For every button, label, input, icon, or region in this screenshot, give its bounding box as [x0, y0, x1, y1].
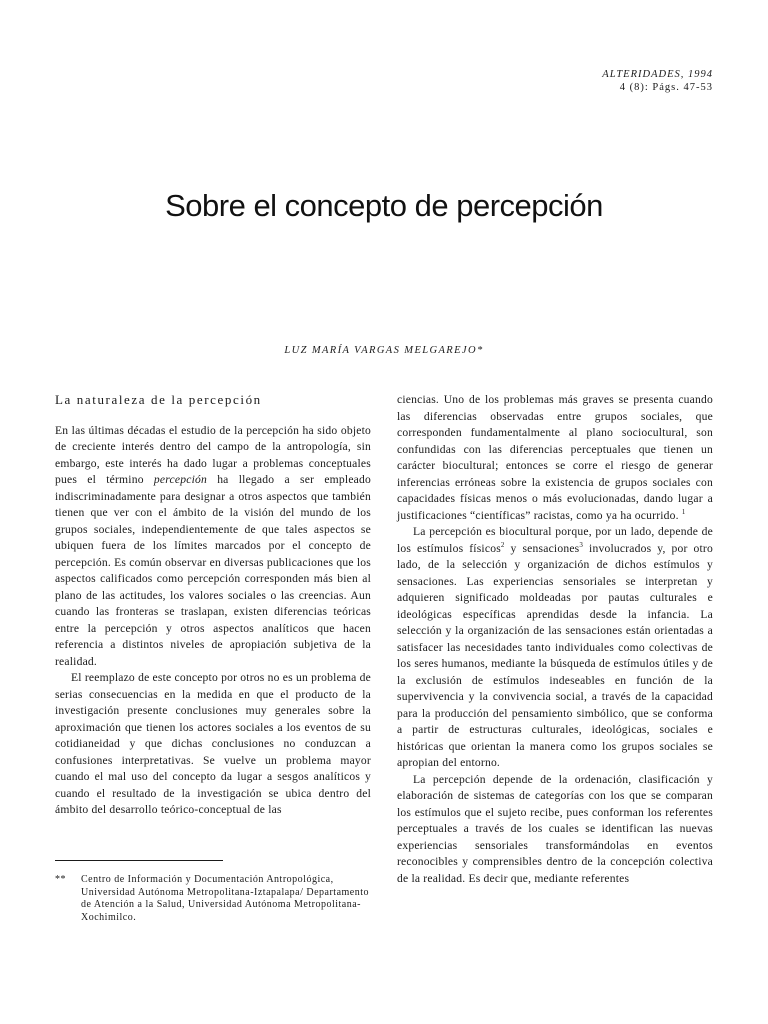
paragraph-text: ha llegado a ser empleado indiscriminadamente para designar a otros aspectos que también tienen que ver con el ámbito de la visión del mundo de los grupos sociales, independientemente de que tales aspectos se ubiquen fuera de los límites marcados por el concepto de percepción. Es común observar en diversas publicaciones que los aspectos calificados como percepción corresponden más bien al plano de las actitudes, los valores sociales o las creencias. Aun cuando las fronteras se traslapan, existen diferencias teóricas entre la percepción y otros aspectos analíticos que hacen referencia a distintos niveles de apropiación subjetiva de la realidad. — [55, 473, 372, 668]
footnote-text: Centro de Información y Documentación Antropológica, Universidad Autónoma Metropolitana-Iztapalapa/ Departamento de Atención a la Salud, Universidad Autónoma Metropolitana-Xochimilco. — [81, 874, 370, 923]
paragraph-text: La percepción es biocultural porque, por un lado, depende de los estímulos físicos — [397, 525, 713, 555]
left-column — [55, 392, 371, 819]
paragraph-text: En las últimas décadas el estudio de la percepción ha sido objeto de creciente interés dentro del campo de la antropología, sin embargo, este interés ha dado lugar a problemas conceptuales pues el término — [55, 423, 371, 486]
section-heading: La naturaleza de la percepción — [55, 392, 262, 407]
paragraph — [397, 524, 713, 772]
footnote-divider — [55, 860, 223, 861]
journal-header — [602, 68, 713, 94]
right-column — [397, 392, 713, 887]
article-author: LUZ MARÍA VARGAS MELGAREJO* — [284, 345, 484, 356]
footnote-ref: 2 — [500, 540, 505, 549]
paragraph: El reemplazo de este concepto por otros no es un problema de serias consecuencias en la medida en que el producto de la investigación presente conclusiones muy generales sobre la aproximación que tienen los actores sociales a los eventos de su cotidianeidad y que dichas conclusiones no conduzcan a confusiones interpretativas. Se vuelve un problema mayor cuando el mal uso del concepto da lugar a sesgos analíticos y cuando el resultado de la investigación se ubica dentro del ámbito del desarrollo teórico-conceptual de las — [55, 671, 371, 816]
paragraph-text: y sensaciones — [504, 541, 580, 555]
paragraph — [397, 392, 713, 524]
footnote-ref: 3 — [579, 540, 584, 549]
paragraph-text: involucrados y, por otro lado, de la selección y organización de dichos estímulos y sensaciones. Las experiencias sensoriales se interpretan y adquieren significado moldeadas por pautas culturales e ideológicas específicas aprendidas desde la infancia. La selección y la organización de las sensaciones están orientadas a satisfacer las necesidades tanto individuales como colectivas de los seres humanos, mediante la búsqueda de estímulos útiles y de la exclusión de estímulos indeseables en función de la supervivencia y la convivencia social, a través de la capacidad para la producción del pensamiento simbólico, que se conforma a partir de estructuras culturales, ideológicas, sociales e históricas que orientan la manera como los grupos sociales se apropian del entorno. — [397, 541, 713, 769]
article-title: Sobre el concepto de percepción — [165, 188, 603, 223]
journal-issue: 4 (8): Págs. 47-53 — [619, 82, 713, 93]
paragraph-text: ciencias. Uno de los problemas más graves se presenta cuando las diferencias observadas entre grupos sociales, que corresponden fundamentalmente al plano sociocultural, son confundidas con las diferencias perceptuales que tienen un carácter biocultural; entonces se corre el riesgo de generar inferencias erróneas sobre la existencia de grupos sociales con capacidades físicas menos o más evolucionadas, dando lugar a justificaciones “científicas” racistas, como ya ha ocurrido. — [397, 393, 713, 522]
journal-name: ALTERIDADES, 1994 — [602, 69, 713, 80]
paragraph: La percepción depende de la ordenación, clasificación y elaboración de sistemas de categorías con los que se comparan los estímulos que el sujeto recibe, pues conforman los referentes perceptuales a través de los cuales se identifican las nuevas experiencias sensoriales transformándolas en eventos reconocibles y comprensibles dentro de la concepción colectiva de la realidad. Es decir que, mediante referentes — [397, 772, 713, 885]
emphasized-term: percepción — [153, 473, 207, 486]
footnote-ref: 1 — [681, 507, 686, 516]
footnote-mark: ** — [55, 874, 66, 885]
footnote — [55, 874, 371, 924]
paragraph — [55, 423, 371, 671]
